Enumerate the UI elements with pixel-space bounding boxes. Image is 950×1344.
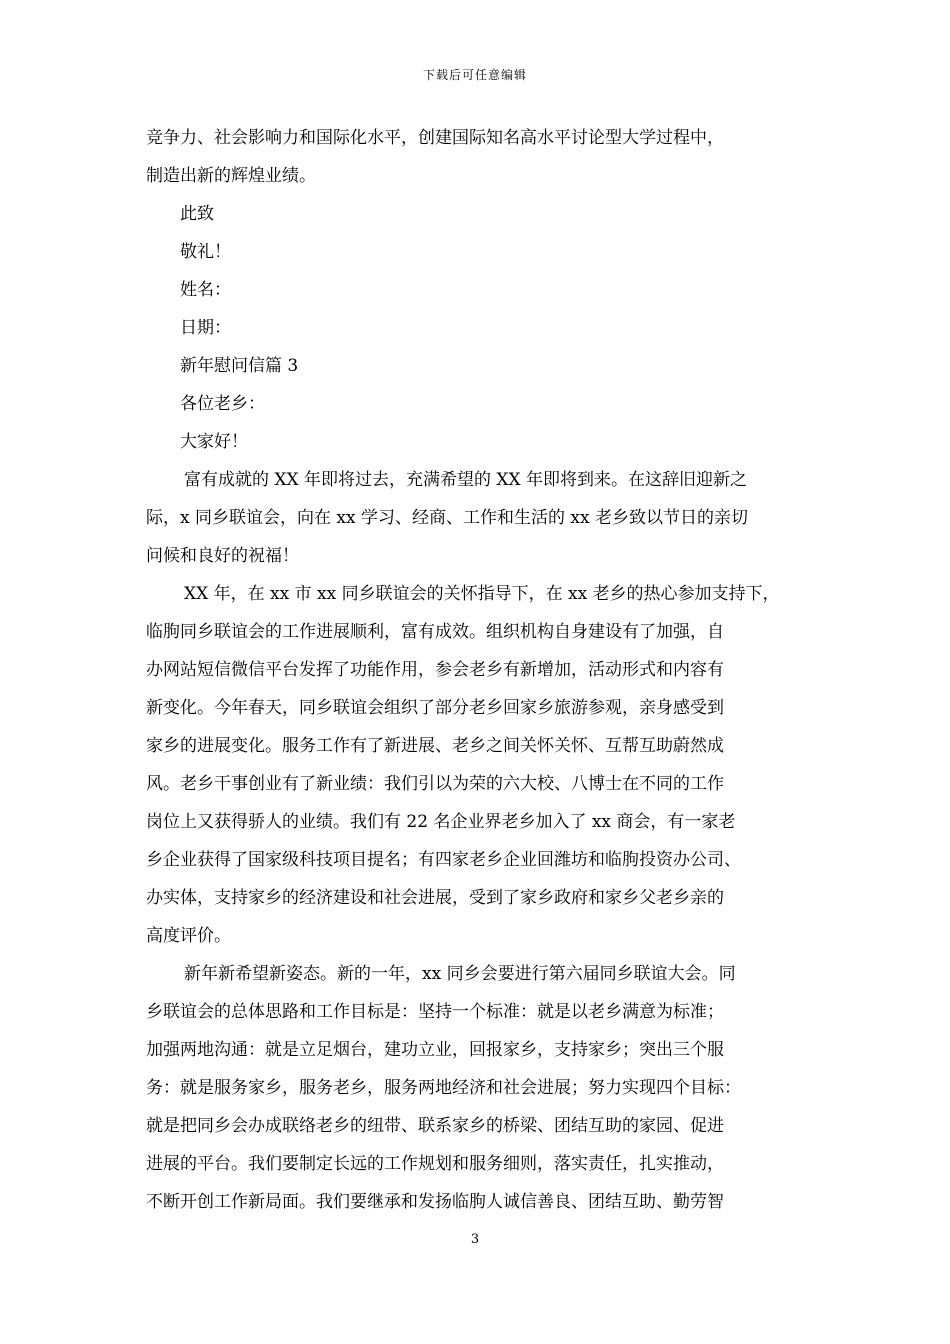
text-line: 不断开创工作新局面。我们要继承和发扬临朐人诚信善良、团结互助、勤劳智 [146,1192,724,1212]
text-line: 乡联谊会的总体思路和工作目标是：坚持一个标准：就是以老乡满意为标准； [146,1002,724,1022]
text-line: XX 年，在 xx 市 xx 同乡联谊会的关怀指导下，在 xx 老乡的热心参加支持下， [184,584,780,604]
text-line: 风。老乡干事创业有了新业绩：我们引以为荣的六大校、八博士在不同的工作 [146,774,724,794]
text-line: 富有成就的 XX 年即将过去，充满希望的 XX 年即将到来。在这辞旧迎新之 [184,470,748,490]
text-line: 此致 [180,204,214,224]
text-line: 日期： [180,318,231,338]
text-line: 高度评价。 [146,926,231,946]
text-line: 新年新希望新姿态。新的一年，xx 同乡会要进行第六届同乡联谊大会。同 [184,964,736,984]
text-line: 办网站短信微信平台发挥了功能作用，参会老乡有新增加，活动形式和内容有 [146,660,724,680]
document-body [146,119,806,1221]
text-line: 岗位上又获得骄人的业绩。我们有 22 名企业界老乡加入了 xx 商会，有一家老 [146,812,736,832]
text-line: 敬礼！ [180,242,231,262]
text-line: 问候和良好的祝福！ [146,546,299,566]
text-line: 大家好！ [180,432,248,452]
text-line: 各位老乡： [180,394,265,414]
page-number: 3 [470,1232,480,1247]
page-header: 下载后可任意编辑 [422,68,527,82]
text-line: 制造出新的辉煌业绩。 [146,166,316,186]
text-line: 家乡的进展变化。服务工作有了新进展、老乡之间关怀关怀、互帮互助蔚然成 [146,736,724,756]
text-line: 乡企业获得了国家级科技项目提名；有四家老乡企业回潍坊和临朐投资办公司、 [146,850,741,870]
text-line: 进展的平台。我们要制定长远的工作规划和服务细则，落实责任，扎实推动， [146,1154,724,1174]
text-line: 务：就是服务家乡，服务老乡，服务两地经济和社会进展；努力实现四个目标： [146,1078,741,1098]
text-line: 临朐同乡联谊会的工作进展顺利，富有成效。组织机构自身建设有了加强，自 [146,622,724,642]
text-line: 际，x 同乡联谊会，向在 xx 学习、经商、工作和生活的 xx 老乡致以节日的亲切 [146,508,748,528]
text-line: 就是把同乡会办成联络老乡的纽带、联系家乡的桥梁、团结互助的家园、促进 [146,1116,724,1136]
text-line: 办实体，支持家乡的经济建设和社会进展，受到了家乡政府和家乡父老乡亲的 [146,888,724,908]
text-line: 新年慰问信篇 3 [180,356,299,376]
text-line: 新变化。今年春天，同乡联谊会组织了部分老乡回家乡旅游参观，亲身感受到 [146,698,724,718]
text-line: 姓名： [180,280,231,300]
text-line: 竞争力、社会影响力和国际化水平，创建国际知名高水平讨论型大学过程中， [146,128,724,148]
text-line: 加强两地沟通：就是立足烟台，建功立业，回报家乡，支持家乡；突出三个服 [146,1040,724,1060]
